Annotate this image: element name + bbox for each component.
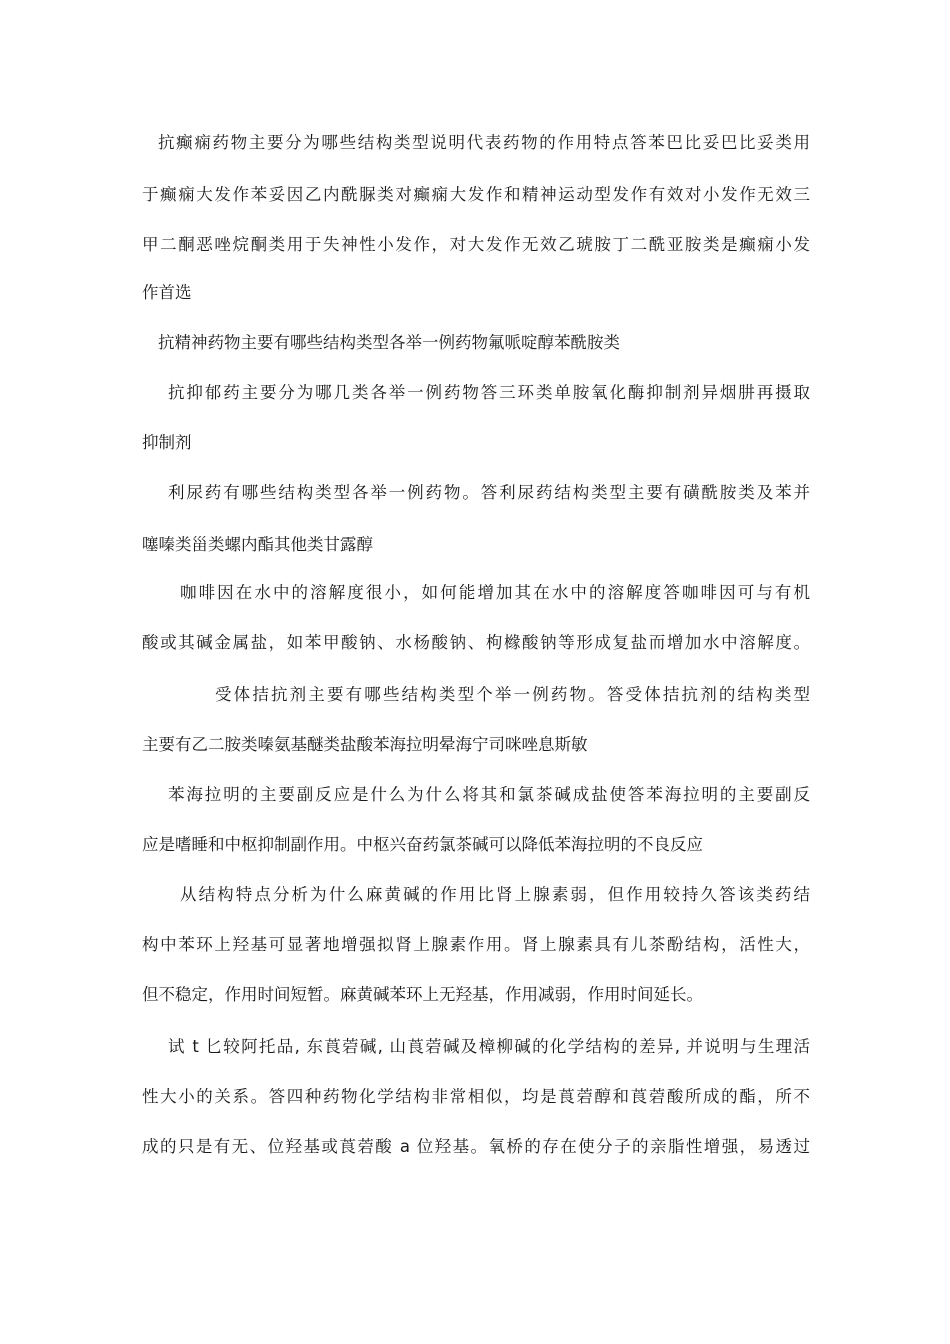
paragraph-line: 构中苯环上羟基可显著地增强拟肾上腺素作用。肾上腺素具有儿茶酚结构，活性大，	[142, 935, 810, 954]
paragraph-line: 作首选	[142, 283, 192, 302]
paragraph-line: 抗抑郁药主要分为哪几类各举一例药物答三环类单胺氧化酶抑制剂异烟肼再摄取	[168, 383, 810, 402]
paragraph-line: 抗癫痫药物主要分为哪些结构类型说明代表药物的作用特点答苯巴比妥巴比妥类用	[158, 133, 810, 152]
paragraph-line: 噻嗪类甾类螺内酯其他类甘露醇	[142, 535, 373, 554]
paragraph-line: 主要有乙二胺类嗪氨基醚类盐酸苯海拉明晕海宁司咪唑息斯敏	[142, 735, 588, 754]
paragraph-line: 试 t 匕较阿托品, 东莨菪碱, 山莨菪碱及樟柳碱的化学结构的差异, 并说明与生理活	[168, 1037, 810, 1056]
paragraph-line: 受体拮抗剂主要有哪些结构类型个举一例药物。答受体拮抗剂的结构类型	[215, 685, 810, 704]
paragraph-line: 于癫痫大发作苯妥因乙内酰脲类对癫痫大发作和精神运动型发作有效对小发作无效三	[142, 185, 810, 204]
paragraph-line: 利尿药有哪些结构类型各举一例药物。答利尿药结构类型主要有磺酰胺类及苯并	[168, 483, 810, 502]
paragraph-line: 咖啡因在水中的溶解度很小，如何能增加其在水中的溶解度答咖啡因可与有机	[180, 583, 810, 602]
paragraph-line: 成的只是有无、位羟基或莨菪酸 a 位羟基。氧桥的存在使分子的亲脂性增强，易透过	[142, 1137, 810, 1156]
paragraph-line: 从结构特点分析为什么麻黄碱的作用比肾上腺素弱，但作用较持久答该类药结	[180, 885, 810, 904]
paragraph-line: 苯海拉明的主要副反应是什么为什么将其和氯茶碱成盐使答苯海拉明的主要副反	[168, 785, 810, 804]
paragraph-line: 但不稳定，作用时间短暂。麻黄碱苯环上无羟基，作用减弱，作用时间延长。	[142, 985, 703, 1004]
paragraph-line: 甲二酮恶唑烷酮类用于失神性小发作，对大发作无效乙琥胺丁二酰亚胺类是癫痫小发	[142, 235, 810, 254]
paragraph-line: 抑制剂	[142, 433, 192, 452]
paragraph-line: 性大小的关系。答四种药物化学结构非常相似，均是莨菪醇和莨菪酸所成的酯，所不	[142, 1087, 810, 1106]
paragraph-line: 酸或其碱金属盐，如苯甲酸钠、水杨酸钠、枸橼酸钠等形成复盐而增加水中溶解度。	[142, 633, 810, 652]
paragraph-line: 应是嗜睡和中枢抑制副作用。中枢兴奋药氯茶碱可以降低苯海拉明的不良反应	[142, 835, 703, 854]
paragraph-line: 抗精神药物主要有哪些结构类型各举一例药物氟哌啶醇苯酰胺类	[158, 333, 620, 352]
